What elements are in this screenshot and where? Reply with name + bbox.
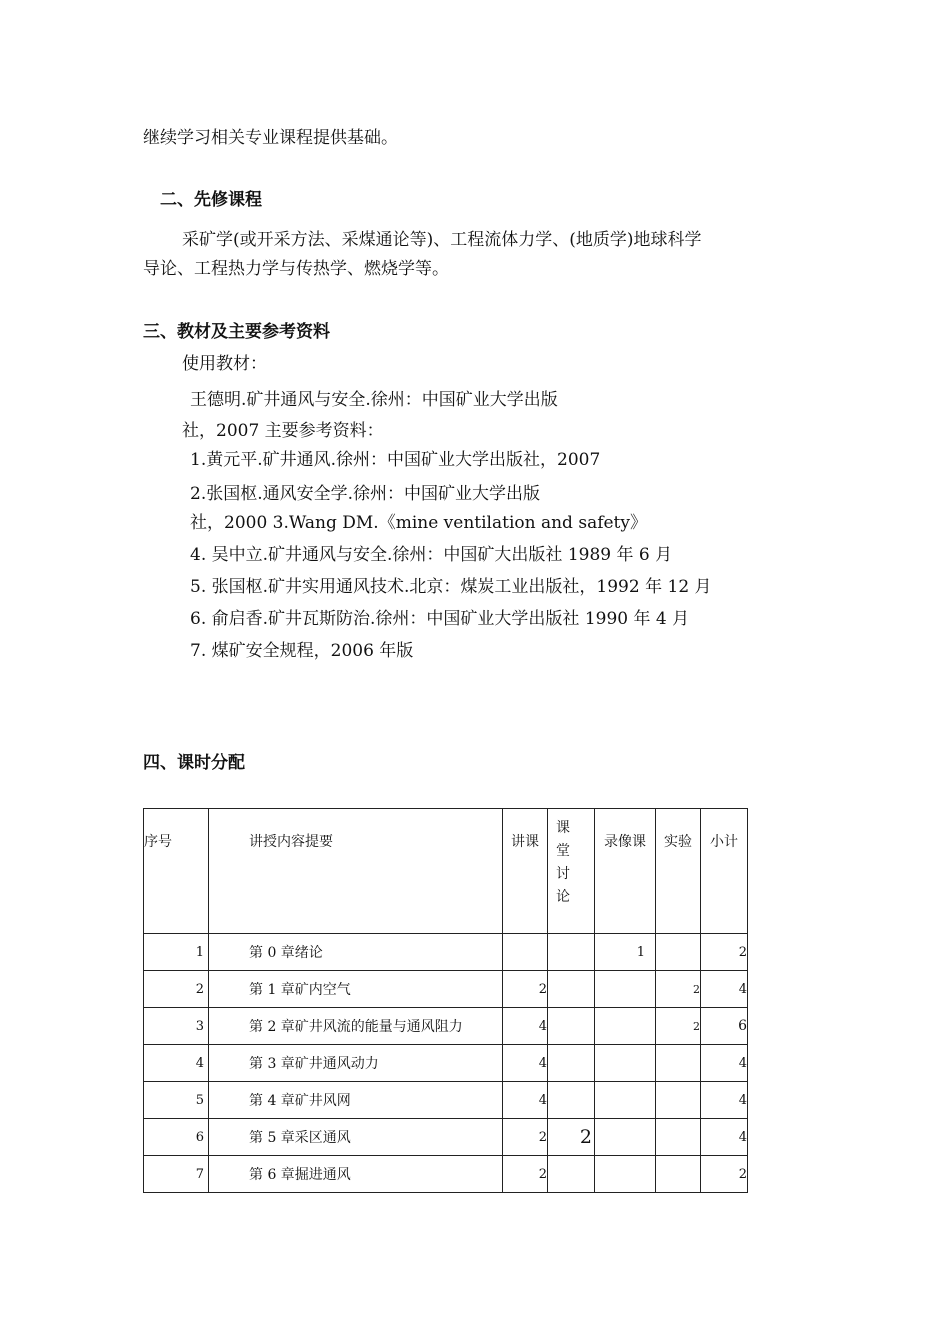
- reference-line: 社，2000 3.Wang DM.《mine ventilation and safety》: [190, 513, 647, 533]
- row-serial: 6: [144, 1119, 209, 1156]
- row-discussion: [548, 1045, 595, 1082]
- row-video: [595, 1008, 656, 1045]
- row-topic: 第 5 章采区通风: [209, 1119, 503, 1156]
- row-discussion: 2: [548, 1119, 595, 1156]
- table-row: [144, 971, 748, 1008]
- row-subtotal: 4: [701, 1119, 748, 1156]
- row-subtotal: 4: [701, 971, 748, 1008]
- row-topic: 第 6 章掘进通风: [209, 1156, 503, 1193]
- row-topic: 第 2 章矿井风流的能量与通风阻力: [209, 1008, 503, 1045]
- section-heading-prerequisites: 二、先修课程: [160, 190, 262, 210]
- row-video: [595, 1045, 656, 1082]
- row-subtotal: 2: [701, 934, 748, 971]
- header-discussion-char: 堂: [556, 843, 570, 859]
- header-lecture: 讲课: [503, 809, 548, 934]
- row-lab: [656, 1045, 701, 1082]
- row-discussion: [548, 971, 595, 1008]
- row-topic: 第 0 章绪论: [209, 934, 503, 971]
- row-topic: 第 1 章矿内空气: [209, 971, 503, 1008]
- textbook-label: 使用教材：: [182, 354, 267, 374]
- row-lecture: 4: [503, 1045, 548, 1082]
- row-lecture: 2: [503, 1156, 548, 1193]
- row-serial: 2: [144, 971, 209, 1008]
- row-subtotal: 6: [701, 1008, 748, 1045]
- intro-tail-text: 继续学习相关专业课程提供基础。: [143, 128, 398, 148]
- row-lecture: 2: [503, 1119, 548, 1156]
- reference-line: 5. 张国枢.矿井实用通风技术.北京：煤炭工业出版社，1992 年 12 月: [190, 577, 712, 597]
- reference-line: 1.黄元平.矿井通风.徐州：中国矿业大学出版社，2007: [190, 450, 601, 470]
- reference-line: 4. 吴中立.矿井通风与安全.徐州：中国矿大出版社 1989 年 6 月: [190, 545, 673, 565]
- reference-line: 6. 俞启香.矿井瓦斯防治.徐州：中国矿业大学出版社 1990 年 4 月: [190, 609, 690, 629]
- row-discussion: [548, 1008, 595, 1045]
- header-serial: 序号: [144, 809, 209, 934]
- table-row: [144, 1156, 748, 1193]
- row-video: 1: [595, 934, 656, 971]
- prerequisites-line-1: 采矿学(或开采方法、采煤通论等)、工程流体力学、(地质学)地球科学: [182, 230, 702, 250]
- row-discussion: [548, 1082, 595, 1119]
- table-row: [144, 1045, 748, 1082]
- table-row: [144, 1082, 748, 1119]
- reference-line: 2.张国枢.通风安全学.徐州：中国矿业大学出版: [190, 484, 541, 504]
- header-subtotal: 小计: [701, 809, 748, 934]
- row-discussion: [548, 1156, 595, 1193]
- hours-allocation-table: [143, 808, 748, 1193]
- table-row: [144, 1119, 748, 1156]
- row-lab: [656, 1082, 701, 1119]
- prerequisites-line-2: 导论、工程热力学与传热学、燃烧学等。: [143, 259, 449, 279]
- row-serial: 4: [144, 1045, 209, 1082]
- row-video: [595, 1082, 656, 1119]
- row-serial: 5: [144, 1082, 209, 1119]
- header-video: 录像课: [595, 809, 656, 934]
- row-lab: [656, 934, 701, 971]
- row-lab: [656, 1119, 701, 1156]
- reference-line: 7. 煤矿安全规程，2006 年版: [190, 641, 414, 661]
- header-discussion-char: 课: [556, 820, 570, 836]
- row-video: [595, 1156, 656, 1193]
- row-lab: 2: [656, 1008, 701, 1045]
- row-video: [595, 971, 656, 1008]
- header-discussion: [548, 809, 595, 934]
- row-serial: 3: [144, 1008, 209, 1045]
- section-heading-textbooks: 三、教材及主要参考资料: [143, 322, 330, 342]
- reference-line: 王德明.矿井通风与安全.徐州：中国矿业大学出版: [190, 390, 558, 410]
- row-subtotal: 4: [701, 1082, 748, 1119]
- header-discussion-char: 讨: [556, 866, 570, 882]
- row-lab: 2: [656, 971, 701, 1008]
- row-topic: 第 4 章矿井风网: [209, 1082, 503, 1119]
- table-row: [144, 1008, 748, 1045]
- row-subtotal: 4: [701, 1045, 748, 1082]
- row-lecture: [503, 934, 548, 971]
- table-header-row: [144, 809, 748, 934]
- table-row: [144, 934, 748, 971]
- reference-line: 社，2007 主要参考资料：: [182, 421, 384, 441]
- row-serial: 7: [144, 1156, 209, 1193]
- header-discussion-char: 论: [556, 889, 570, 905]
- row-lecture: 2: [503, 971, 548, 1008]
- row-lecture: 4: [503, 1008, 548, 1045]
- row-serial: 1: [144, 934, 209, 971]
- row-lab: [656, 1156, 701, 1193]
- row-discussion: [548, 934, 595, 971]
- section-heading-hours: 四、课时分配: [143, 753, 245, 773]
- header-topic: 讲授内容提要: [209, 809, 503, 934]
- row-subtotal: 2: [701, 1156, 748, 1193]
- row-topic: 第 3 章矿井通风动力: [209, 1045, 503, 1082]
- header-lab: 实验: [656, 809, 701, 934]
- row-lecture: 4: [503, 1082, 548, 1119]
- row-video: [595, 1119, 656, 1156]
